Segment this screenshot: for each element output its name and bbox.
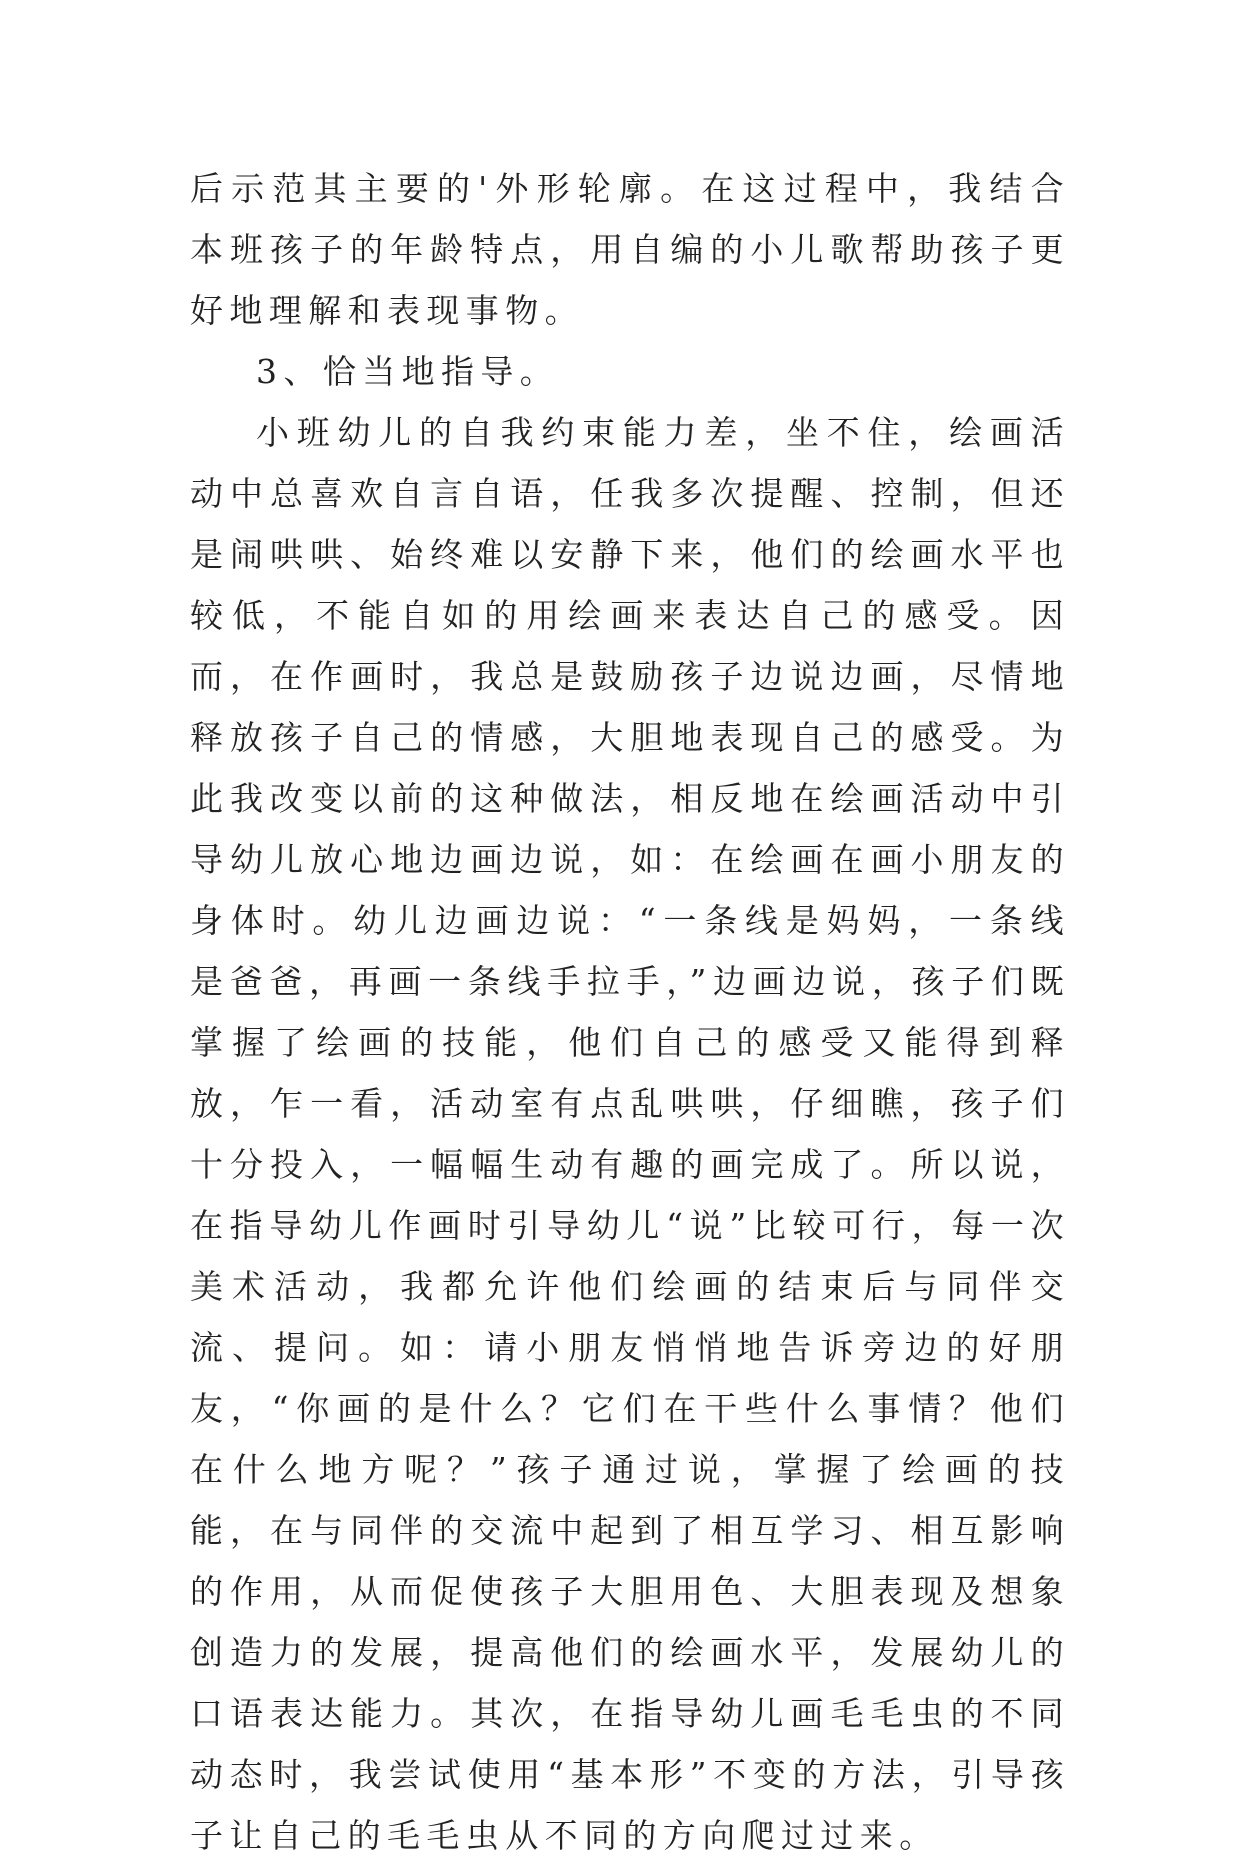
paragraph-continuation: 后示范其主要的'外形轮廓。在这过程中，我结合本班孩子的年龄特点，用自编的小儿歌帮助孩子更好地理解和表现事物。 [190,169,1070,330]
document-body [190,158,1070,1866]
section-heading: 3、恰当地指导。 [256,352,560,391]
paragraph-main: 小班幼儿的自我约束能力差，坐不住，绘画活动中总喜欢自言自语，任我多次提醒、控制，但还是闹哄哄、始终难以安静下来，他们的绘画水平也较低，不能自如的用绘画来表达自己的感受。因而，在作画时，我总是鼓励孩子边说边画，尽情地释放孩子自己的情感，大胆地表现自己的感受。为此我改变以前的这种做法，相反地在绘画活动中引导幼儿放心地边画边说，如：在绘画在画小朋友的身体时。幼儿边画边说：“一条线是妈妈，一条线是爸爸，再画一条线手拉手，”边画边说，孩子们既掌握了绘画的技能，他们自己的感受又能得到释放，乍一看，活动室有点乱哄哄，仔细瞧，孩子们十分投入，一幅幅生动有趣的画完成了。所以说，在指导幼儿作画时引导幼儿“说”比较可行，每一次美术活动，我都允许他们绘画的结束后与同伴交流、提问。如：请小朋友悄悄地告诉旁边的好朋友，“你画的是什么？它们在干些什么事情？他们在什么地方呢？”孩子通过说，掌握了绘画的技能，在与同伴的交流中起到了相互学习、相互影响的作用，从而促使孩子大胆用色、大胆表现及想象创造力的发展，提高他们的绘画水平，发展幼儿的口语表达能力。其次，在指导幼儿画毛毛虫的不同动态时，我尝试使用“基本形”不变的方法，引导孩子让自己的毛毛虫从不同的方向爬过过来。 [190,413,1070,1855]
